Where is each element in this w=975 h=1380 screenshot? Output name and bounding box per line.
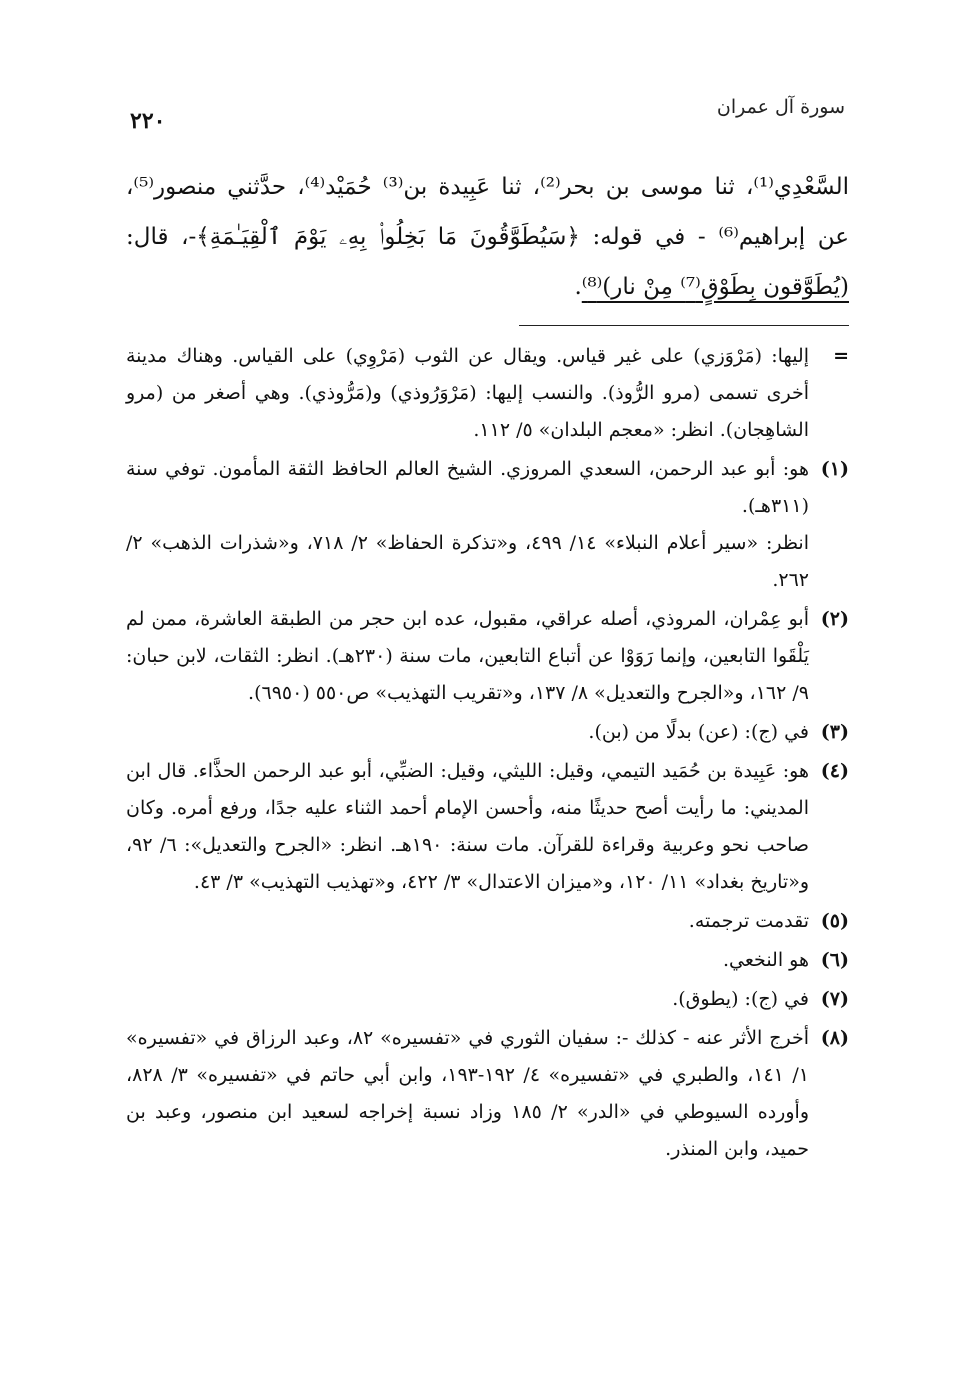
main-text-quote: (يُطَوَّقون بِطَوْقٍ⁽⁷⁾ مِنْ نار)⁽⁸⁾ bbox=[581, 274, 849, 300]
footnote-body bbox=[126, 942, 809, 979]
footnote-number: (٧) bbox=[820, 988, 849, 1010]
footnote-5 bbox=[126, 903, 849, 940]
footnotes bbox=[126, 338, 849, 1170]
footnote-paragraph: أخرج الأثر عنه - كذلك -: سفيان الثوري في «تفسيره» ٨٢، وعبد الرزاق في «تفسيره» ١/ ١٤١، والطبري في «تفسيره» ٤/ ١٩٢-١٩٣، وابن أبي حاتم في «تفسيره» ٣/ ٨٢٨، وأورده السيوطي في «الدر» ٢/ ١٨٥ وزاد نسبة إخراجه لسعيد ابن منصور، وعبد بن حميد، وابن المنذر. bbox=[126, 1027, 810, 1160]
footnote-2 bbox=[126, 601, 849, 712]
footnote-number: (١) bbox=[820, 458, 849, 480]
footnote-1 bbox=[126, 451, 849, 599]
footnote-body bbox=[126, 981, 809, 1018]
footnote-body bbox=[126, 1020, 809, 1168]
footnote-paragraph: تقدمت ترجمته. bbox=[688, 910, 809, 932]
footnote-body bbox=[126, 714, 809, 751]
page-header bbox=[130, 92, 845, 142]
footnote-3 bbox=[126, 714, 849, 751]
footnote-body bbox=[126, 753, 809, 901]
footnote-number: = bbox=[833, 345, 849, 367]
footnote-8 bbox=[126, 1020, 849, 1168]
footnote-paragraph: هو: عَبِيدة بن حُمَيد التيمي، وقيل: الليثي، وقيل: الضبِّي، أبو عبد الرحمن الحذَّاء. قال ابن المديني: ما رأيت أصح حديثًا منه، وأحسن الإمام أحمد الثناء عليه جدًا، ورفع أمره. وكان صاحب نحو وعربية وقراءة للقرآن. مات سنة: ١٩٠هـ. انظر: «الجرح والتعديل»: ٦/ ٩٢، و«تاريخ بغداد» ١١/ ١٢٠، و«ميزان الاعتدال» ٣/ ٤٢٢، و«تهذيب التهذيب» ٣/ ٤٣. bbox=[126, 760, 809, 893]
footnote-body bbox=[126, 338, 809, 449]
footnote-number: (٢) bbox=[820, 608, 849, 630]
footnote-paragraph: هو النخعي. bbox=[723, 949, 809, 971]
footnote-7 bbox=[126, 981, 849, 1018]
footnote-number: (٤) bbox=[820, 760, 849, 782]
footnote-paragraph: في (ج): (يطوق). bbox=[672, 988, 809, 1010]
footnote-number: (٨) bbox=[820, 1027, 849, 1049]
main-text bbox=[126, 162, 849, 312]
footnote-paragraph: أبو عِمْران، المروذي، أصله عراقي، مقبول، عده ابن حجر من الطبقة العاشرة، ممن لم يَلْقَوا التابعين، وإنما رَوَوْا عن أتباع التابعين، مات سنة (٢٣٠هـ). انظر: الثقات، لابن حبان: ٩/ ١٦٢، و«الجرح والتعديل» ٨/ ١٣٧، و«تقريب التهذيب» ص٥٥٠ (٦٩٥٠). bbox=[126, 608, 809, 704]
footnote-number: (٣) bbox=[820, 721, 849, 743]
footnote-6 bbox=[126, 942, 849, 979]
footnote-body bbox=[126, 451, 809, 599]
footnote-continued bbox=[126, 338, 849, 449]
footnote-body bbox=[126, 903, 809, 940]
footnote-paragraph: في (ج): (عن) بدلًا من (بن). bbox=[588, 721, 809, 743]
page-number: ٢٢٠ bbox=[130, 108, 166, 134]
main-text-body: السَّعْدِي⁽¹⁾، ثنا موسى بن بحر⁽²⁾، ثنا عَبِيدة بن⁽³⁾ حُمَيْد⁽⁴⁾، حدَّثني منصور⁽⁵⁾، عن إبراهيم⁽⁶⁾ - في قوله: ﴿سَيُطَوَّقُونَ مَا بَخِلُوا۟ بِهِۦ يَوْمَ ٱلْقِيَـٰمَةِ﴾-، قال: bbox=[126, 174, 849, 250]
footnote-paragraph: إليها: (مَرْوَزي) على غير قياس. ويقال عن الثوب (مَرْوِي) على القياس. وهناك مدينة أخرى تسمى (مرو الرُّوذ). والنسب إليها: (مَرْوَرُوذي) و(مَرُّوذي). وهي أصغر من (مرو الشاهِجان). انظر: «معجم البلدان» ٥/ ١١٢. bbox=[126, 345, 809, 441]
footnote-paragraph: هو: أبو عبد الرحمن، السعدي المروزي. الشيخ العالم الحافظ الثقة المأمون. توفي سنة (٣١١هـ). bbox=[126, 458, 809, 517]
surah-title: سورة آل عمران bbox=[716, 96, 845, 118]
footnote-divider bbox=[519, 325, 849, 326]
footnote-4 bbox=[126, 753, 849, 901]
footnote-body bbox=[126, 601, 809, 712]
footnote-number: (٦) bbox=[820, 949, 849, 971]
footnote-paragraph: انظر: «سير أعلام النبلاء» ١٤/ ٤٩٩، و«تذكرة الحفاظ» ٢/ ٧١٨، و«شذرات الذهب» ٢/ ٢٦٢. bbox=[126, 532, 809, 591]
main-text-end: . bbox=[574, 274, 582, 300]
footnote-number: (٥) bbox=[820, 910, 849, 932]
